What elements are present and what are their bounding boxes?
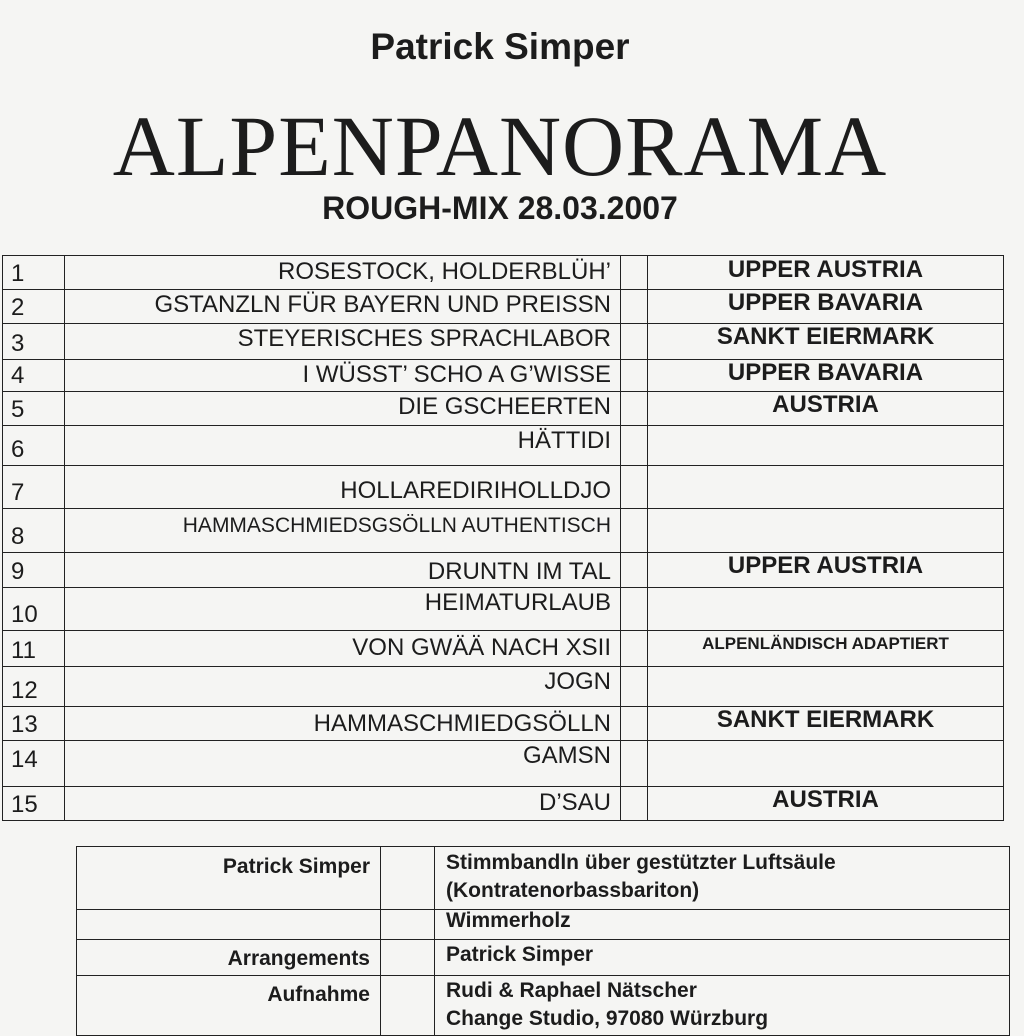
- credit-value-line2: Change Studio, 97080 Würzburg: [446, 1007, 769, 1030]
- track-title-cell: [64, 786, 621, 820]
- track-title: I WÜSST’ SCHO A G’WISSE: [302, 361, 611, 388]
- track-region: ALPENLÄNDISCH ADAPTIERT: [702, 634, 949, 653]
- track-number-cell: [2, 425, 65, 465]
- track-row: [2, 256, 1004, 290]
- credit-value-cell: [434, 975, 1010, 1035]
- track-number: 8: [11, 523, 25, 550]
- track-row: [2, 359, 1004, 392]
- mix-subtitle: ROUGH-MIX 28.03.2007: [322, 190, 678, 226]
- credit-role: Aufnahme: [267, 983, 370, 1006]
- track-region-cell: [647, 289, 1004, 323]
- spacer-cell: [380, 909, 435, 939]
- track-region-cell: [647, 630, 1004, 666]
- track-region-cell: [647, 391, 1004, 425]
- track-number-cell: [2, 256, 65, 289]
- track-row: [2, 740, 1004, 787]
- track-row: [2, 552, 1004, 588]
- credit-value-cell: [434, 847, 1010, 909]
- track-title-cell: [64, 359, 621, 391]
- track-region: AUSTRIA: [772, 391, 879, 418]
- track-region-cell: [647, 552, 1004, 587]
- track-title-cell: [64, 323, 621, 359]
- track-number-cell: [2, 508, 65, 552]
- spacer-cell: [620, 706, 648, 740]
- track-row: [2, 706, 1004, 741]
- track-region: SANKT EIERMARK: [716, 323, 935, 350]
- track-title: HEIMATURLAUB: [424, 589, 611, 616]
- spacer-cell: [380, 939, 435, 975]
- credit-row: [76, 939, 1010, 976]
- track-title: VON GWÄÄ NACH XSII: [352, 634, 611, 661]
- track-region-cell: [647, 587, 1004, 630]
- track-number: 12: [11, 677, 38, 704]
- track-title: DIE GSCHEERTEN: [398, 393, 611, 420]
- credit-role-cell: [76, 975, 381, 1035]
- track-title: HAMMASCHMIEDSGSÖLLN AUTHENTISCH: [182, 514, 611, 537]
- credit-role-cell: [76, 939, 381, 975]
- credit-row: [76, 909, 1010, 940]
- credit-role-cell: [76, 909, 381, 939]
- track-title: DRUNTN IM TAL: [427, 558, 611, 585]
- track-number: 10: [11, 601, 38, 628]
- track-region-cell: [647, 508, 1004, 552]
- track-region-cell: [647, 740, 1004, 786]
- track-number-cell: [2, 706, 65, 740]
- track-title: D’SAU: [538, 789, 611, 816]
- spacer-cell: [620, 289, 648, 323]
- track-number-cell: [2, 359, 65, 391]
- track-title: HÄTTIDI: [517, 427, 611, 454]
- track-region: UPPER BAVARIA: [727, 289, 924, 316]
- track-number-cell: [2, 552, 65, 587]
- track-region-cell: [647, 256, 1004, 289]
- track-number-cell: [2, 786, 65, 820]
- track-number: 5: [11, 396, 25, 423]
- credits-table: [76, 846, 1010, 1030]
- spacer-cell: [620, 740, 648, 786]
- track-region-cell: [647, 706, 1004, 740]
- track-row: [2, 587, 1004, 631]
- credit-value-cell: [434, 939, 1010, 975]
- track-row: [2, 323, 1004, 360]
- track-region-cell: [647, 359, 1004, 391]
- track-title: GAMSN: [522, 742, 611, 769]
- artist-name: Patrick Simper: [370, 26, 630, 67]
- track-number: 2: [11, 294, 25, 321]
- track-row: [2, 425, 1004, 466]
- spacer-cell: [620, 786, 648, 820]
- track-number: 6: [11, 436, 25, 463]
- track-number: 3: [11, 330, 25, 357]
- track-title: HAMMASCHMIEDGSÖLLN: [313, 710, 611, 737]
- credit-value: Rudi & Raphael Nätscher: [446, 979, 697, 1002]
- track-number-cell: [2, 630, 65, 666]
- track-region: AUSTRIA: [772, 786, 879, 813]
- track-title-cell: [64, 587, 621, 630]
- spacer-cell: [620, 630, 648, 666]
- spacer-cell: [620, 323, 648, 359]
- track-row: [2, 289, 1004, 324]
- album-title: ALPENPANORAMA: [112, 98, 888, 194]
- track-title-cell: [64, 552, 621, 587]
- credit-value-line2: (Kontratenorbassbariton): [446, 879, 700, 902]
- track-number-cell: [2, 465, 65, 508]
- track-row: [2, 508, 1004, 553]
- track-row: [2, 666, 1004, 707]
- track-title: GSTANZLN FÜR BAYERN UND PREISSN: [154, 291, 611, 318]
- spacer-cell: [620, 508, 648, 552]
- spacer-cell: [620, 465, 648, 508]
- track-title-cell: [64, 630, 621, 666]
- spacer-cell: [380, 847, 435, 909]
- credit-value: Wimmerholz: [446, 909, 571, 932]
- track-title: ROSESTOCK, HOLDERBLÜH’: [278, 258, 611, 285]
- track-region-cell: [647, 666, 1004, 706]
- track-number-cell: [2, 323, 65, 359]
- track-number: 4: [11, 362, 25, 389]
- track-title-cell: [64, 706, 621, 740]
- credit-value: Patrick Simper: [446, 943, 594, 966]
- spacer-cell: [620, 391, 648, 425]
- track-region-cell: [647, 465, 1004, 508]
- track-title-cell: [64, 508, 621, 552]
- track-title: JOGN: [544, 668, 611, 695]
- spacer-cell: [620, 425, 648, 465]
- track-region: UPPER BAVARIA: [727, 359, 924, 386]
- tracklist-table: [2, 255, 1004, 822]
- track-title-cell: [64, 425, 621, 465]
- credit-role: Patrick Simper: [222, 855, 370, 878]
- spacer-cell: [620, 359, 648, 391]
- spacer-cell: [620, 552, 648, 587]
- track-title-cell: [64, 256, 621, 289]
- track-row: [2, 391, 1004, 426]
- track-title-cell: [64, 740, 621, 786]
- track-number-cell: [2, 666, 65, 706]
- track-number: 1: [11, 260, 25, 287]
- track-title: STEYERISCHES SPRACHLABOR: [237, 325, 611, 352]
- track-number-cell: [2, 289, 65, 323]
- track-number: 13: [11, 711, 38, 738]
- credit-row: [76, 847, 1010, 910]
- track-region-cell: [647, 323, 1004, 359]
- track-region-cell: [647, 425, 1004, 465]
- track-title-cell: [64, 289, 621, 323]
- track-row: [2, 630, 1004, 667]
- track-number-cell: [2, 740, 65, 786]
- track-region: UPPER AUSTRIA: [727, 256, 924, 283]
- track-number: 14: [11, 746, 38, 773]
- track-title-cell: [64, 666, 621, 706]
- credit-role-cell: [76, 847, 381, 909]
- track-number: 15: [11, 791, 38, 818]
- track-region-cell: [647, 786, 1004, 820]
- credit-role: Arrangements: [227, 947, 370, 970]
- spacer-cell: [380, 975, 435, 1035]
- track-number: 7: [11, 479, 25, 506]
- track-number-cell: [2, 587, 65, 630]
- track-title-cell: [64, 465, 621, 508]
- track-region: UPPER AUSTRIA: [727, 552, 924, 579]
- spacer-cell: [620, 666, 648, 706]
- track-title-cell: [64, 391, 621, 425]
- track-row: [2, 465, 1004, 509]
- track-row: [2, 786, 1004, 821]
- credit-value: Stimmbandln über gestützter Luftsäule: [446, 851, 836, 874]
- credit-value-cell: [434, 909, 1010, 939]
- track-region: SANKT EIERMARK: [716, 706, 935, 733]
- track-number: 9: [11, 558, 25, 585]
- spacer-cell: [620, 256, 648, 289]
- spacer-cell: [620, 587, 648, 630]
- track-number-cell: [2, 391, 65, 425]
- credit-row: [76, 975, 1010, 1036]
- track-title: HOLLAREDIRIHOLLDJO: [340, 477, 611, 504]
- track-number: 11: [11, 637, 36, 664]
